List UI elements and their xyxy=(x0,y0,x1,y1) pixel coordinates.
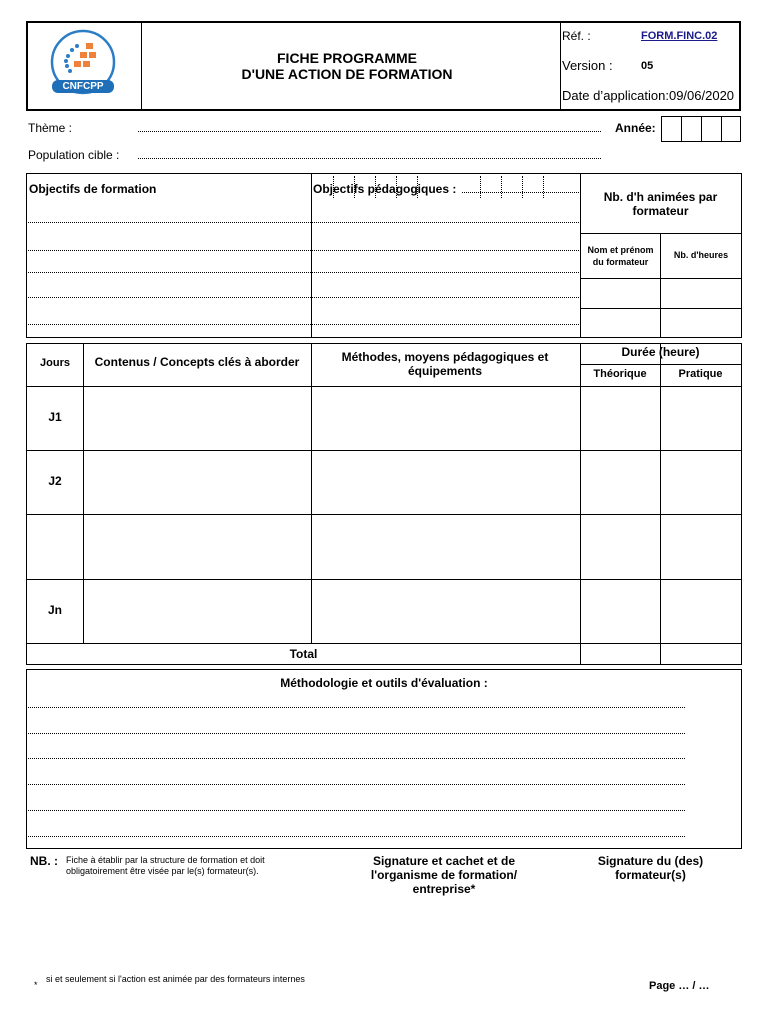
pedagogiques-grid xyxy=(312,176,579,198)
logo-text: CNFCPP xyxy=(62,81,104,92)
footnote-asterisk: * xyxy=(34,980,38,990)
col-pratique: Pratique xyxy=(678,368,723,380)
annee-boxes[interactable] xyxy=(661,116,741,142)
ref-label: Réf. : xyxy=(562,29,591,43)
version-value: 05 xyxy=(641,60,654,72)
nb-heures-header: Nb. d'heures xyxy=(673,250,729,260)
evaluation-lines[interactable] xyxy=(28,700,685,840)
annee-label: Année: xyxy=(615,121,656,135)
theme-field[interactable] xyxy=(138,131,601,132)
program-table xyxy=(26,343,742,665)
title-line-2: D'UNE ACTION DE FORMATION xyxy=(241,66,453,82)
total-label: Total xyxy=(289,647,318,661)
footnote-text: si et seulement si l'action est animée par des formateurs internes xyxy=(46,974,305,984)
objectifs-pedagogiques-lines[interactable] xyxy=(312,200,579,330)
title-line-1: FICHE PROGRAMME xyxy=(277,50,417,66)
ref-value: FORM.FINC.02 xyxy=(641,30,718,42)
signature-formateurs: Signature du (des) formateur(s) xyxy=(597,854,704,882)
nom-prenom-header: Nom et prénom du formateur xyxy=(587,245,654,267)
row-jn: Jn xyxy=(47,603,62,617)
theme-label: Thème : xyxy=(28,121,73,135)
col-duree: Durée (heure) xyxy=(621,345,700,359)
document-title xyxy=(142,50,552,82)
row-j1: J1 xyxy=(48,410,62,424)
population-field[interactable] xyxy=(138,158,601,159)
signature-organisme: Signature et cachet et de l'organisme de formation/ entreprise* xyxy=(370,854,518,896)
col-methodes: Méthodes, moyens pédagogiques et équipements xyxy=(341,350,549,378)
nb-label: NB. : xyxy=(30,854,58,868)
application-date xyxy=(562,88,734,103)
col-contenus: Contenus / Concepts clés à aborder xyxy=(94,355,300,369)
population-label: Population cible : xyxy=(28,148,120,162)
objectifs-formation-lines[interactable] xyxy=(28,200,311,330)
row-j2: J2 xyxy=(48,474,62,488)
cnfcpp-logo xyxy=(50,28,116,100)
evaluation-title: Méthodologie et outils d'évaluation : xyxy=(280,676,488,690)
objectifs-formation-header: Objectifs de formation xyxy=(29,182,157,196)
date-label: Date d’application: xyxy=(562,88,669,103)
col-theorique: Théorique xyxy=(593,368,647,380)
version-label: Version : xyxy=(562,58,613,73)
nb-text: Fiche à établir par la structure de formation et doit obligatoirement être visée par le(s) formateur(s). xyxy=(66,855,265,876)
objectifs-pedagogiques-header: Objectifs pédagogiques : xyxy=(313,182,457,196)
col-jours: Jours xyxy=(40,357,70,369)
nb-heures-title: Nb. d'h animées par formateur xyxy=(603,190,718,218)
page-number: Page … / … xyxy=(649,980,710,992)
date-value: 09/06/2020 xyxy=(668,88,735,103)
